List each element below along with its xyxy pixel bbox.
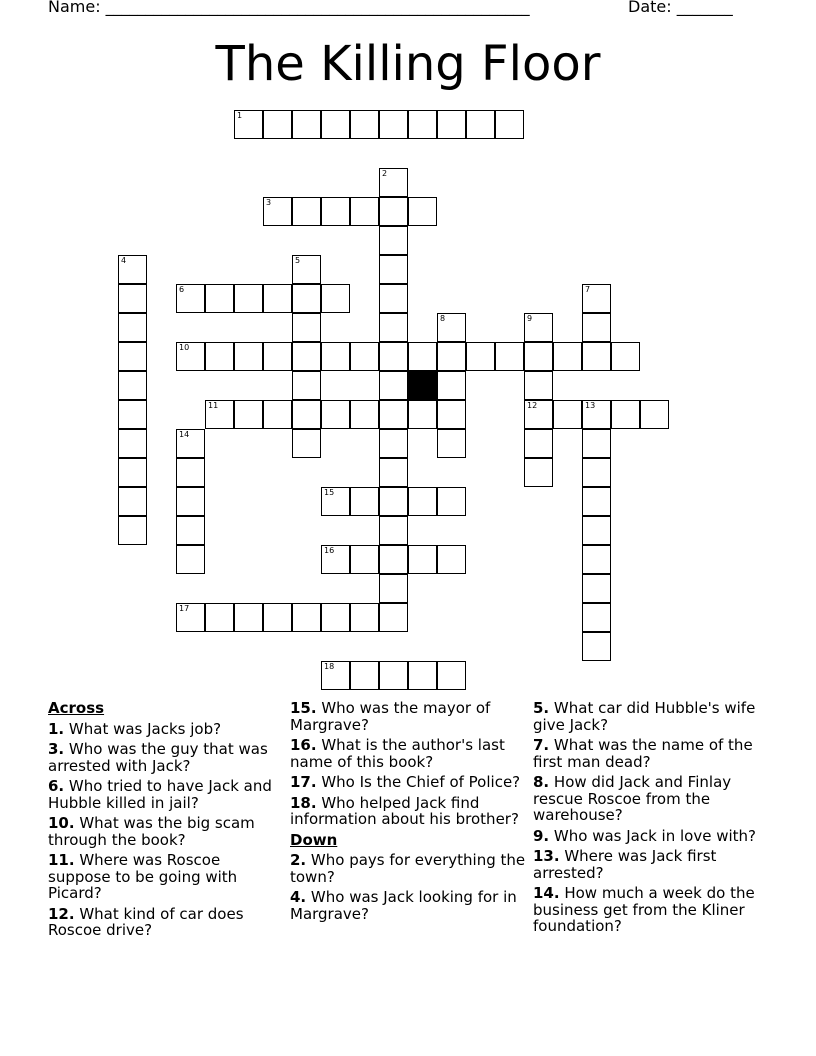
grid-cell[interactable] xyxy=(582,574,611,603)
grid-cell[interactable] xyxy=(437,487,466,516)
grid-cell[interactable] xyxy=(379,429,408,458)
clue-number: 7 xyxy=(585,285,591,294)
grid-cell[interactable] xyxy=(437,342,466,371)
clue-text: What kind of car does Roscoe drive? xyxy=(48,904,244,939)
grid-cell[interactable] xyxy=(205,603,234,632)
grid-cell[interactable] xyxy=(263,342,292,371)
grid-cell[interactable] xyxy=(379,110,408,139)
grid-cell[interactable] xyxy=(524,400,553,429)
grid-cell[interactable] xyxy=(118,313,147,342)
grid-cell[interactable] xyxy=(379,400,408,429)
across-clue-list-continued xyxy=(290,700,530,828)
clue-number-label: 18. xyxy=(290,793,317,812)
grid-cell[interactable] xyxy=(263,400,292,429)
grid-cell[interactable] xyxy=(292,313,321,342)
grid-cell[interactable] xyxy=(582,516,611,545)
clue-text: Who Is the Chief of Police? xyxy=(316,773,521,791)
grid-cell[interactable] xyxy=(379,313,408,342)
clue-text: Where was Jack first arrested? xyxy=(533,847,717,882)
clue-number-label: 2. xyxy=(290,851,307,869)
clue-number: 10 xyxy=(179,343,190,352)
grid-cell[interactable] xyxy=(292,197,321,226)
grid-cell[interactable] xyxy=(292,255,321,284)
grid-cell[interactable] xyxy=(350,545,379,574)
grid-cell[interactable] xyxy=(263,197,292,226)
grid-cell[interactable] xyxy=(350,661,379,690)
grid-cell[interactable] xyxy=(118,487,147,516)
grid-cell[interactable] xyxy=(176,429,205,458)
grid-cell[interactable] xyxy=(321,487,350,516)
clue-item xyxy=(48,778,286,811)
grid-cell[interactable] xyxy=(640,400,669,429)
grid-cell[interactable] xyxy=(582,313,611,342)
clue-item xyxy=(290,774,530,791)
grid-cell[interactable] xyxy=(205,284,234,313)
grid-cell[interactable] xyxy=(176,342,205,371)
grid-cell[interactable] xyxy=(582,342,611,371)
grid-cell[interactable] xyxy=(379,458,408,487)
grid-cell[interactable] xyxy=(582,487,611,516)
clue-text: Who was the guy that was arrested with Jack? xyxy=(48,740,268,775)
grid-cell[interactable] xyxy=(350,487,379,516)
grid-cell[interactable] xyxy=(176,284,205,313)
grid-cell[interactable] xyxy=(118,458,147,487)
clue-number-label: 10. xyxy=(48,814,75,832)
grid-cell[interactable] xyxy=(118,284,147,313)
clue-number-label: 14. xyxy=(533,884,560,902)
down-clue-list xyxy=(290,852,530,922)
clue-number-label: 12. xyxy=(48,904,75,923)
grid-cell[interactable] xyxy=(176,603,205,632)
grid-cell[interactable] xyxy=(350,603,379,632)
grid-cell[interactable] xyxy=(524,371,553,400)
clue-text: What was Jacks job? xyxy=(64,719,222,738)
grid-cell[interactable] xyxy=(379,371,408,400)
grid-cell[interactable] xyxy=(524,313,553,342)
grid-cell[interactable] xyxy=(379,342,408,371)
name-field[interactable]: Name: _____________________________________________________ xyxy=(48,0,530,16)
clue-item xyxy=(48,852,286,902)
grid-cell[interactable] xyxy=(234,400,263,429)
grid-cell[interactable] xyxy=(582,284,611,313)
across-clue-list xyxy=(48,721,286,939)
grid-cell[interactable] xyxy=(176,487,205,516)
clue-number-label: 8. xyxy=(533,773,550,791)
clue-number-label: 3. xyxy=(48,740,65,758)
clues-column-1 xyxy=(48,700,286,943)
grid-cell[interactable] xyxy=(176,516,205,545)
clue-number: 6 xyxy=(179,285,185,294)
grid-cell[interactable] xyxy=(408,400,437,429)
clue-item xyxy=(533,774,773,824)
grid-cell[interactable] xyxy=(118,255,147,284)
grid-cell[interactable] xyxy=(408,110,437,139)
grid-cell[interactable] xyxy=(437,400,466,429)
grid-cell[interactable] xyxy=(437,661,466,690)
grid-cell[interactable] xyxy=(582,400,611,429)
grid-cell[interactable] xyxy=(292,284,321,313)
date-field[interactable]: Date: _______ xyxy=(628,0,733,16)
grid-cell[interactable] xyxy=(379,226,408,255)
clue-text: What was the name of the first man dead? xyxy=(533,736,753,771)
clue-item xyxy=(290,852,530,885)
clue-number: 9 xyxy=(527,314,533,323)
grid-cell[interactable] xyxy=(495,110,524,139)
grid-cell[interactable] xyxy=(176,545,205,574)
grid-cell[interactable] xyxy=(263,110,292,139)
grid-cell[interactable] xyxy=(234,284,263,313)
clue-item xyxy=(48,741,286,774)
clue-number-label: 4. xyxy=(290,888,307,906)
grid-cell[interactable] xyxy=(350,400,379,429)
grid-cell[interactable] xyxy=(292,603,321,632)
grid-cell[interactable] xyxy=(379,197,408,226)
clue-number: 18 xyxy=(324,662,335,671)
grid-cell[interactable] xyxy=(437,545,466,574)
grid-cell[interactable] xyxy=(379,603,408,632)
clue-text: Who pays for everything the town? xyxy=(290,851,526,886)
clue-number: 3 xyxy=(266,198,272,207)
grid-cell[interactable] xyxy=(321,603,350,632)
clue-item xyxy=(48,906,286,939)
clue-number: 14 xyxy=(179,430,190,439)
clue-number: 13 xyxy=(585,401,596,410)
grid-cell[interactable] xyxy=(118,371,147,400)
grid-cell[interactable] xyxy=(321,110,350,139)
grid-cell[interactable] xyxy=(118,429,147,458)
grid-cell[interactable] xyxy=(321,661,350,690)
grid-cell[interactable] xyxy=(263,284,292,313)
grid-cell[interactable] xyxy=(437,429,466,458)
clue-number-label: 13. xyxy=(533,847,560,865)
grid-cell[interactable] xyxy=(292,342,321,371)
clue-number: 15 xyxy=(324,488,335,497)
grid-cell[interactable] xyxy=(582,429,611,458)
clue-number-label: 11. xyxy=(48,851,75,869)
page-title: The Killing Floor xyxy=(215,36,601,92)
clue-item xyxy=(533,700,773,733)
down-heading: Down xyxy=(290,830,338,849)
clue-number: 12 xyxy=(527,401,538,410)
clue-item xyxy=(290,737,530,770)
grid-cell[interactable] xyxy=(321,284,350,313)
grid-cell[interactable] xyxy=(350,342,379,371)
clue-item xyxy=(533,885,773,935)
clue-number: 11 xyxy=(208,401,219,410)
clue-item xyxy=(533,828,773,845)
grid-cell[interactable] xyxy=(292,110,321,139)
grid-cell[interactable] xyxy=(350,110,379,139)
grid-cell[interactable] xyxy=(321,545,350,574)
grid-cell[interactable] xyxy=(437,313,466,342)
grid-cell[interactable] xyxy=(495,342,524,371)
clue-text: What was the big scam through the book? xyxy=(48,814,255,849)
grid-cell[interactable] xyxy=(582,458,611,487)
grid-cell[interactable] xyxy=(234,110,263,139)
grid-cell[interactable] xyxy=(437,110,466,139)
clue-number: 17 xyxy=(179,604,190,613)
clue-item xyxy=(290,795,530,828)
grid-cell[interactable] xyxy=(292,400,321,429)
clue-number-label: 15. xyxy=(290,699,317,717)
clue-number-label: 1. xyxy=(48,719,65,738)
grid-cell[interactable] xyxy=(582,603,611,632)
grid-cell[interactable] xyxy=(379,255,408,284)
grid-cell[interactable] xyxy=(118,400,147,429)
clue-number: 4 xyxy=(121,256,127,265)
clue-text: Who was Jack looking for in Margrave? xyxy=(290,888,517,923)
grid-cell[interactable] xyxy=(611,342,640,371)
clue-number-label: 5. xyxy=(533,699,550,717)
clue-item xyxy=(290,889,530,922)
grid-cell[interactable] xyxy=(582,632,611,661)
grid-cell[interactable] xyxy=(379,545,408,574)
clue-number: 16 xyxy=(324,546,335,555)
clue-text: Who was Jack in love with? xyxy=(549,826,756,845)
grid-cell[interactable] xyxy=(379,487,408,516)
clue-item xyxy=(290,700,530,733)
clue-number-label: 16. xyxy=(290,736,317,754)
grid-cell[interactable] xyxy=(379,516,408,545)
grid-cell[interactable] xyxy=(524,342,553,371)
grid-cell[interactable] xyxy=(234,603,263,632)
clue-text: Where was Roscoe suppose to be going with Picard? xyxy=(48,851,238,902)
clue-text: How much a week do the business get from the Kliner foundation? xyxy=(533,884,755,935)
grid-cell[interactable] xyxy=(350,197,379,226)
grid-cell[interactable] xyxy=(118,342,147,371)
grid-cell[interactable] xyxy=(524,458,553,487)
grid-cell[interactable] xyxy=(321,400,350,429)
black-cell xyxy=(408,371,437,400)
grid-cell[interactable] xyxy=(611,400,640,429)
grid-cell[interactable] xyxy=(408,197,437,226)
clue-item xyxy=(533,737,773,770)
grid-cell[interactable] xyxy=(234,342,263,371)
clue-text: How did Jack and Finlay rescue Roscoe from the warehouse? xyxy=(533,773,732,824)
grid-cell[interactable] xyxy=(321,342,350,371)
grid-cell[interactable] xyxy=(118,516,147,545)
grid-cell[interactable] xyxy=(176,458,205,487)
grid-cell[interactable] xyxy=(205,342,234,371)
clue-number-label: 7. xyxy=(533,736,550,754)
grid-cell[interactable] xyxy=(379,661,408,690)
clue-number: 8 xyxy=(440,314,446,323)
grid-cell[interactable] xyxy=(408,545,437,574)
clue-text: Who was the mayor of Margrave? xyxy=(290,699,491,734)
clue-number: 5 xyxy=(295,256,301,265)
grid-cell[interactable] xyxy=(379,284,408,313)
grid-cell[interactable] xyxy=(466,110,495,139)
across-heading: Across xyxy=(48,699,105,717)
clue-item xyxy=(48,721,286,738)
grid-cell[interactable] xyxy=(437,371,466,400)
grid-cell[interactable] xyxy=(408,661,437,690)
grid-cell[interactable] xyxy=(524,429,553,458)
grid-cell[interactable] xyxy=(553,342,582,371)
grid-cell[interactable] xyxy=(582,545,611,574)
clue-number: 1 xyxy=(237,111,243,120)
clue-text: Who tried to have Jack and Hubble killed in jail? xyxy=(48,777,272,812)
clue-item xyxy=(533,848,773,881)
clue-number-label: 6. xyxy=(48,777,65,795)
clue-text: What is the author's last name of this book? xyxy=(290,736,505,771)
grid-cell[interactable] xyxy=(553,400,582,429)
clue-item xyxy=(48,815,286,848)
grid-cell[interactable] xyxy=(466,342,495,371)
clue-number-label: 9. xyxy=(533,826,550,845)
grid-cell[interactable] xyxy=(292,429,321,458)
grid-cell[interactable] xyxy=(379,574,408,603)
grid-cell[interactable] xyxy=(379,168,408,197)
grid-cell[interactable] xyxy=(263,603,292,632)
clue-number: 2 xyxy=(382,169,388,178)
clue-text: What car did Hubble's wife give Jack? xyxy=(533,699,756,734)
down-clue-list-continued xyxy=(533,700,773,935)
clue-number-label: 17. xyxy=(290,773,317,791)
grid-cell[interactable] xyxy=(408,342,437,371)
grid-cell[interactable] xyxy=(292,371,321,400)
clues-column-2 xyxy=(290,700,530,926)
clues-column-3 xyxy=(533,700,773,939)
grid-cell[interactable] xyxy=(408,487,437,516)
grid-cell[interactable] xyxy=(321,197,350,226)
grid-cell[interactable] xyxy=(205,400,234,429)
clue-text: Who helped Jack find information about his brother? xyxy=(290,793,519,828)
